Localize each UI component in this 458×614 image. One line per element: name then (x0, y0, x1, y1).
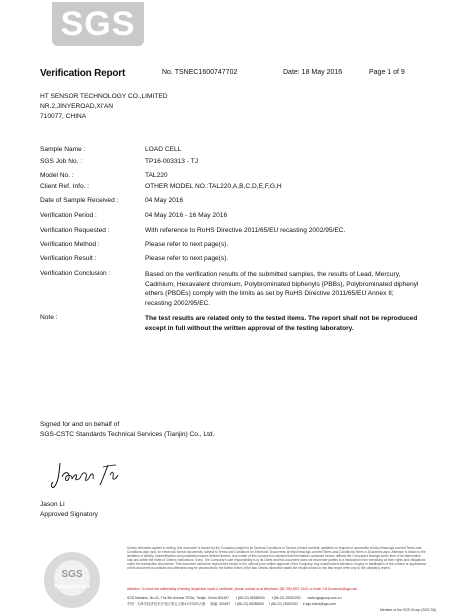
client-address-postcode: 710077, CHINA (40, 113, 87, 120)
stamp-label: Testing Service (53, 584, 91, 590)
footer-fax-en: f (86-22) 25292252 (271, 596, 301, 600)
signatory-name: Jason Li (40, 501, 65, 508)
verification-period-value: 04 May 2016 - 16 May 2016 (145, 212, 228, 219)
sgs-logo: SGS (52, 2, 144, 46)
model-value: TAL220 (145, 172, 168, 179)
verification-requested-value: With reference to RoHS Directive 2011/65/EU recasting 2002/95/EC. (145, 227, 346, 234)
footer-small-print: Unless otherwise agreed in writing, this document is issued by the Company subject to its General Conditions of Service printed overleaf, available on request or accessible at http://www.sgs.com/en/Terms-and-Conditions.aspx and, for electronic format documents, subject to Terms and Conditions for Electronic Documents at http://www.sgs.com/en/Terms-and-Conditions/Terms-e-Document.aspx. Attention is drawn to the limitation of liability, indemnification and jurisdiction issues defined therein. Any holder of this document is advised that information contained hereon reflects the Company's findings at the time of its intervention only and within the limits of Client's instructions, if any. The Company's sole responsibility is to its Client and this document does not exonerate parties to a transaction from exercising all their rights and obligations under the transaction documents. This document cannot be reproduced except in full, without prior written approval of the Company. Any unauthorized alteration, forgery or falsification of the content or appearance of this document is unlawful and offenders may be prosecuted to the fullest extent of the law. Unless otherwise stated the results shown in this test report refer only to the sample(s) tested. (127, 546, 427, 570)
footer-web-en: www.sgsgroup.com.cn (307, 596, 342, 600)
verification-result-label: Verification Result : (40, 255, 97, 262)
footer-phone-cn: t (86-22) 65288000 (235, 602, 265, 606)
client-address-line: NR.2,JINYEROAD,XI'AN (40, 103, 114, 110)
report-number: No. TSNEC1600747702 (162, 69, 238, 76)
verification-result-value: Please refer to next page(s). (145, 255, 229, 262)
date-received-label: Date of Sample Received : (40, 197, 119, 204)
footer-fax-cn: f (86-22) 25292252 (269, 602, 298, 606)
handwritten-signature (50, 457, 135, 497)
footer-attention: Attention: To check the authenticity of testing /inspection report & certificate, please contact us at telephone: (86-755) 8307 1443, or email: CN.Doccheck@sgs.com (127, 587, 358, 591)
page-number: Page 1 of 9 (369, 69, 405, 76)
note-label: Note : (40, 314, 58, 321)
footer-phone-en: t (86-22) 65288000 (235, 596, 265, 600)
sample-name-value: LOAD CELL (145, 146, 182, 153)
sample-name-label: Sample Name : (40, 146, 86, 153)
note-text: The test results are related only to the tested items. The report shall not be reproduced except in full without the written approval of the testing laboratory. (145, 315, 418, 332)
date-received-value: 04 May 2016 (145, 197, 184, 204)
footer-address-cn-row (127, 602, 427, 606)
stamp-logo-text: SGS (61, 569, 83, 580)
signatory-title: Approved Signatory (40, 511, 98, 518)
verification-requested-label: Verification Requested : (40, 227, 110, 234)
verification-conclusion-text: Based on the verification results of the submitted samples, the results of Lead, Mercury, Cadmium, Hexavalent chromium, Polybrominated biphenyls (PBBs), Polybrominated diphenyl ethers (PBDEs) comply with the limits as set by RoHS Directive 2011/65/EU Annex II; recasting 2002/95/EC. (145, 271, 419, 307)
verification-period-label: Verification Period : (40, 212, 97, 219)
footer-address-en: SGS Mansion, No.41, The 5th Avenue TEDA, Tianjin, China 300457 (127, 596, 229, 600)
footer-postcode-cn: 邮编: 300457 (210, 602, 231, 606)
client-ref-value: OTHER MODEL NO.:TAL220,A,B,C,D,E,F,G,H (145, 183, 282, 190)
footer-email-cn: e sgs.china@sgs.com (302, 602, 337, 606)
footer-address-en-row (127, 596, 427, 600)
client-ref-label: Client Ref. Info. : (40, 183, 90, 190)
verification-method-value: Please refer to next page(s). (145, 241, 229, 248)
svg-text:Jason Li: Jason Li (50, 493, 62, 497)
signed-for-text: Signed for and on behalf of (40, 421, 120, 428)
footer-member: Member of the SGS Group (SGS SA) (380, 608, 437, 612)
report-title: Verification Report (40, 68, 126, 79)
verification-method-label: Verification Method : (40, 241, 100, 248)
verification-conclusion-label: Verification Conclusion : (40, 270, 111, 277)
job-no-label: SGS Job No. : (40, 158, 83, 165)
model-label: Model No. : (40, 172, 74, 179)
footer-address-cn: 中国 · 天津市经济技术开发区第五大街41号SGS大厦 (127, 602, 206, 606)
signing-company: SGS-CSTC Standards Technical Services (Tianjin) Co., Ltd. (40, 431, 215, 438)
job-no-value: TP16-003313 - TJ (145, 158, 199, 165)
client-name: HT SENSOR TECHNOLOGY CO.,LIMITED (40, 93, 168, 100)
report-date: Date: 18 May 2016 (283, 69, 343, 76)
